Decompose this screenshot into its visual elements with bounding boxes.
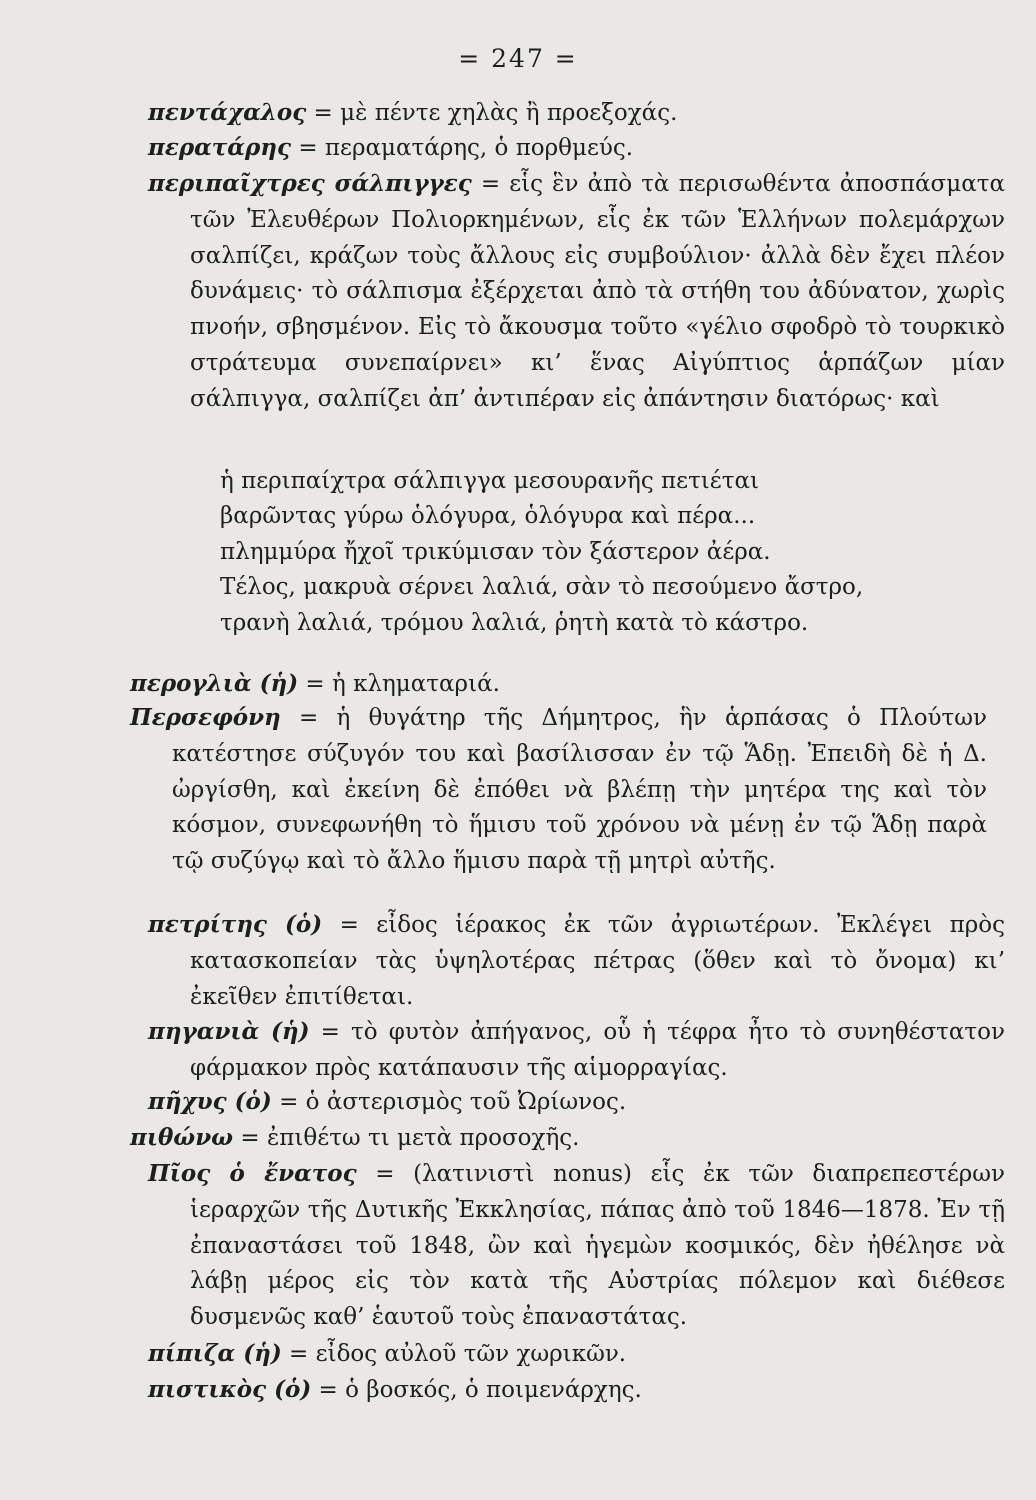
entry-definition: = μὲ πέντε χηλὰς ἢ προεξοχάς.: [306, 100, 678, 126]
entry-definition: = ὁ βοσκός, ὁ ποιμενάρχης.: [311, 1377, 642, 1403]
glossary-entry: [148, 1014, 1005, 1087]
entry-headword: πίπιζα (ἡ): [148, 1340, 282, 1367]
poem-line: ἡ περιπαίχτρα σάλπιγγα μεσουρανῆς πετιέται: [220, 468, 759, 494]
poem-line: τρανὴ λαλιά, τρόμου λαλιά, ῥητὴ κατὰ τὸ κάστρο.: [220, 609, 809, 636]
glossary-entry: [148, 1156, 1005, 1336]
entry-headword: πηγανιὰ (ἡ): [148, 1018, 310, 1045]
entry-definition: = τὸ φυτὸν ἀπήγανος, οὗ ἡ τέφρα ἦτο τὸ συνηθέστατον φάρμακον πρὸς κατάπαυσιν τῆς αἱμορραγίας.: [190, 1019, 1005, 1081]
entry-headword: περατάρης: [148, 134, 292, 161]
entry-headword: περιπαῖχτρες σάλπιγγες: [148, 170, 472, 197]
glossary-entry: [130, 700, 987, 880]
glossary-entry: [148, 130, 1005, 167]
poem-line: πλημμύρα ἤχοῖ τρικύμισαν τὸν ξάστερον ἀέρα.: [220, 538, 771, 565]
glossary-entry: [148, 95, 1005, 132]
entry-headword: πεντάχαλος: [148, 99, 307, 126]
poem-line: Τέλος, μακρυὰ σέρνει λαλιά, σὰν τὸ πεσούμενο ἄστρο,: [220, 574, 864, 601]
glossary-entry: [148, 1336, 1005, 1373]
entry-definition: = ἐπιθέτω τι μετὰ προσοχῆς.: [233, 1125, 580, 1151]
glossary-entry: [148, 166, 1005, 418]
entry-definition: = ἡ θυγάτηρ τῆς Δήμητρος, ἣν ἁρπάσας ὁ Πλούτων κατέστησε σύζυγόν του καὶ βασίλισσαν ἐν τῷ Ἅδῃ. Ἐπειδὴ δὲ ἡ Δ. ὠργίσθη, καὶ ἐκείνη δὲ ἐπόθει νὰ βλέπῃ τὴν μητέρα της καὶ τὸν κόσμον, συνεφωνήθη τὸ ἥμισυ τοῦ χρόνου νὰ μένῃ ἐν τῷ Ἅδῃ παρὰ τῷ συζύγῳ καὶ τὸ ἄλλο ἥμισυ παρὰ τῇ μητρὶ αὐτῆς.: [172, 705, 987, 875]
entry-headword: Πῖος ὁ ἔνατος: [148, 1160, 357, 1187]
entry-definition: = ὁ ἀστερισμὸς τοῦ Ὠρίωνος.: [271, 1089, 627, 1115]
entry-definition: = εἶδος αὐλοῦ τῶν χωρικῶν.: [281, 1341, 627, 1367]
entry-headword: πῆχυς (ὁ): [148, 1088, 272, 1115]
entry-definition: = εἶδος ἱέρακος ἐκ τῶν ἀγριωτέρων. Ἐκλέγει πρὸς κατασκοπείαν τὰς ὑψηλοτέρας πέτρας (ὅθεν καὶ τὸ ὄνομα) κι’ ἐκεῖθεν ἐπιτίθεται.: [190, 912, 1005, 1010]
poem-line: βαρῶντας γύρω ὁλόγυρα, ὁλόγυρα καὶ πέρα...: [220, 503, 756, 530]
page-number: = 247 =: [458, 44, 578, 73]
glossary-entry: [148, 907, 1005, 1015]
entry-definition: = εἷς ἓν ἀπὸ τὰ περισωθέντα ἀποσπάσματα τῶν Ἐλευθέρων Πολιορκημένων, εἷς ἐκ τῶν Ἑλλήνων πολεμάρχων σαλπίζει, κράζων τοὺς ἄλλους εἰς συμβούλιον· ἀλλὰ δὲν ἔχει πλέον δυνάμεις· τὸ σάλπισμα ἐξέρχεται ἀπὸ τὰ στήθη του ἀδύνατον, χωρὶς πνοήν, σβησμένον. Εἰς τὸ ἄκουσμα τοῦτο «γέλιο σφοδρὸ τὸ τουρκικὸ στράτευμα συνεπαίρνει» κι’ ἕνας Αἰγύπτιος ἁρπάζων μίαν σάλπιγγα, σαλπίζει ἀπ’ ἀντιπέραν εἰς ἀπάντησιν διατόρως· καὶ: [190, 171, 1005, 412]
glossary-entry: [148, 1084, 1005, 1121]
glossary-entry: [130, 666, 987, 703]
entry-definition: = (λατινιστὶ nonus) εἷς ἐκ τῶν διαπρεπεστέρων ἱεραρχῶν τῆς Δυτικῆς Ἐκκλησίας, πάπας ἀπὸ τοῦ 1846—1878. Ἐν τῇ ἐπαναστάσει τοῦ 1848, ὢν καὶ ἡγεμὼν κοσμικός, δὲν ἠθέλησε νὰ λάβῃ μέρος εἰς τὸν κατὰ τῆς Αὐστρίας πόλεμον καὶ διέθεσε δυσμενῶς καθ’ ἑαυτοῦ τοὺς ἐπαναστάτας.: [190, 1161, 1005, 1331]
entry-definition: = ἡ κληματαριά.: [298, 671, 500, 697]
entry-definition: = περαματάρης, ὁ πορθμεύς.: [291, 135, 634, 161]
entry-headword: Περσεφόνη: [130, 704, 281, 731]
glossary-entry: [148, 1372, 1005, 1409]
glossary-entry: [130, 1120, 987, 1157]
entry-headword: περογλιὰ (ἡ): [130, 670, 299, 697]
entry-headword: πετρίτης (ὁ): [148, 911, 323, 938]
poem-quotation: [220, 464, 940, 641]
entry-headword: πιθώνω: [130, 1124, 234, 1151]
entry-headword: πιστικὸς (ὁ): [148, 1376, 312, 1403]
